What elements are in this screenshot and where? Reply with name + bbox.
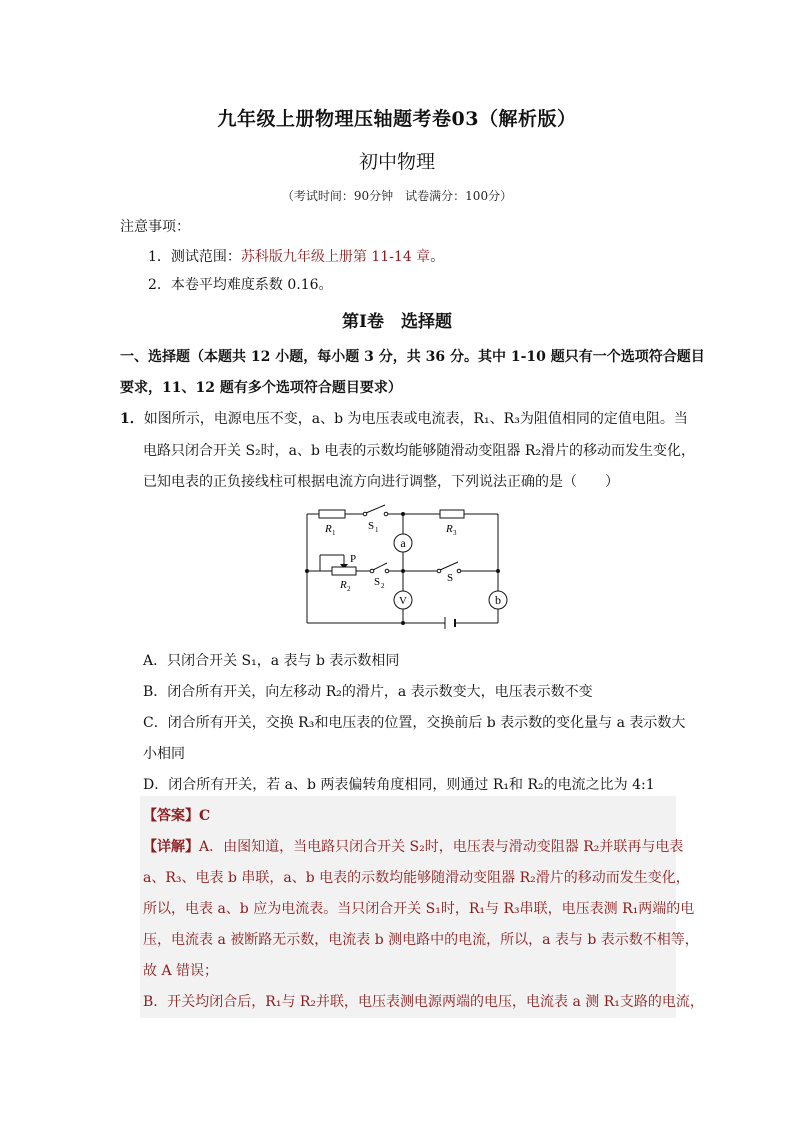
notes-heading: 注意事项： bbox=[120, 219, 190, 235]
meter-v-label: V bbox=[399, 595, 407, 607]
note-1-suffix: 。 bbox=[430, 249, 445, 265]
answer-detail-line3: 所以，电表 a、b 应为电流表。当只闭合开关 S₁时，R₁与 R₃串联，电压表测 R₁两端的电 bbox=[143, 901, 695, 917]
exam-meta: （考试时间：90分钟 试卷满分：100分） bbox=[281, 189, 513, 203]
document-subtitle: 初中物理 bbox=[358, 151, 435, 173]
label-r1-sub: 1 bbox=[332, 529, 336, 537]
part1-line1: 一、选择题（本题共 12 小题，每小题 3 分，共 36 分。其中 1-10 题只有一个选项符合题目 bbox=[120, 349, 705, 365]
label-r2-sub: 2 bbox=[347, 585, 351, 593]
part1-line2: 要求，11、12 题有多个选项符合题目要求） bbox=[120, 380, 402, 396]
question-1-line2: 电路只闭合开关 S₂时，a、b 电表的示数均能够随滑动变阻器 R₂滑片的移动而发生变化， bbox=[143, 443, 696, 459]
label-p: P bbox=[350, 553, 357, 565]
note-1-prefix: 1．测试范围： bbox=[148, 249, 241, 265]
option-b: B．闭合所有开关，向左移动 R₂的滑片，a 表示数变大，电压表示数不变 bbox=[143, 684, 593, 700]
switch-s1-blade bbox=[366, 505, 385, 513]
resistor-r1 bbox=[319, 510, 345, 518]
junction-dot bbox=[401, 569, 405, 573]
circuit-diagram bbox=[290, 498, 512, 634]
answer-detail-line5: 故 A 错误； bbox=[143, 963, 219, 979]
label-s: S bbox=[447, 572, 454, 584]
junction-dot bbox=[305, 569, 309, 573]
meter-b-label: b bbox=[495, 593, 501, 607]
question-1-line3: 已知电表的正负接线柱可根据电流方向进行调整，下列说法正确的是（ ） bbox=[143, 474, 619, 490]
option-c-line2: 小相同 bbox=[143, 746, 185, 762]
answer-detail-line2: a、R₃、电表 b 串联，a、b 电表的示数均能够随滑动变阻器 R₂滑片的移动而发生变化， bbox=[143, 870, 690, 886]
meter-a-label: a bbox=[400, 536, 406, 550]
question-1-number: 1． bbox=[120, 411, 144, 427]
junction-dot bbox=[401, 621, 405, 625]
answer-label: 【答案】C bbox=[143, 808, 211, 824]
label-r3-sub: 3 bbox=[453, 529, 457, 537]
switch-s-contact bbox=[457, 569, 461, 573]
junction-dot bbox=[496, 569, 500, 573]
question-1-line1 bbox=[120, 408, 688, 428]
switch-s-blade bbox=[440, 562, 458, 570]
answer-detail-line6: B．开关均闭合后，R₁与 R₂并联，电压表测电源两端的电压，电流表 a 测 R₁支路的电流， bbox=[143, 994, 704, 1010]
section-title: 第Ⅰ卷 选择题 bbox=[342, 312, 452, 332]
note-2: 2．本卷平均难度系数 0.16。 bbox=[148, 277, 333, 293]
label-s2-sub: 2 bbox=[381, 582, 385, 590]
label-s1: S bbox=[368, 520, 375, 532]
option-c-line1: C．闭合所有开关，交换 R₃和电压表的位置，交换前后 b 表示数的变化量与 a 表示数大 bbox=[143, 715, 686, 731]
option-a: A．只闭合开关 S₁，a 表与 b 表示数相同 bbox=[143, 653, 400, 669]
detail-text-1: A．由图知道，当电路只闭合开关 S₂时，电压表与滑动变阻器 R₂并联再与电表 bbox=[199, 839, 684, 855]
switch-s1-contact bbox=[384, 512, 388, 516]
option-d: D．闭合所有开关，若 a、b 两表偏转角度相同，则通过 R₁和 R₂的电流之比为 4:1 bbox=[143, 777, 655, 793]
label-s1-sub: 1 bbox=[375, 526, 379, 534]
answer-detail-line4: 压，电流表 a 被断路无示数，电流表 b 测电路中的电流，所以，a 表与 b 表示数不相等， bbox=[143, 932, 699, 948]
switch-s2-blade bbox=[373, 563, 387, 570]
question-1-text-1: 如图所示，电源电压不变，a、b 为电压表或电流表，R₁、R₃为阻值相同的定值电阻。当 bbox=[143, 411, 688, 427]
detail-label: 【详解】 bbox=[143, 839, 199, 855]
label-r3: R bbox=[446, 523, 453, 535]
note-1 bbox=[148, 246, 444, 266]
answer-detail-line1 bbox=[143, 836, 683, 856]
junction-dot bbox=[401, 512, 405, 516]
switch-s2-contact bbox=[385, 569, 389, 573]
resistor-r3 bbox=[440, 510, 464, 518]
document-title: 九年级上册物理压轴题考卷03（解析版） bbox=[217, 108, 577, 130]
rheostat-r2 bbox=[332, 567, 356, 575]
label-s2: S bbox=[374, 576, 381, 588]
label-r1: R bbox=[325, 523, 332, 535]
label-r2: R bbox=[340, 579, 347, 591]
note-1-range: 苏科版九年级上册第 11-14 章 bbox=[240, 249, 431, 265]
